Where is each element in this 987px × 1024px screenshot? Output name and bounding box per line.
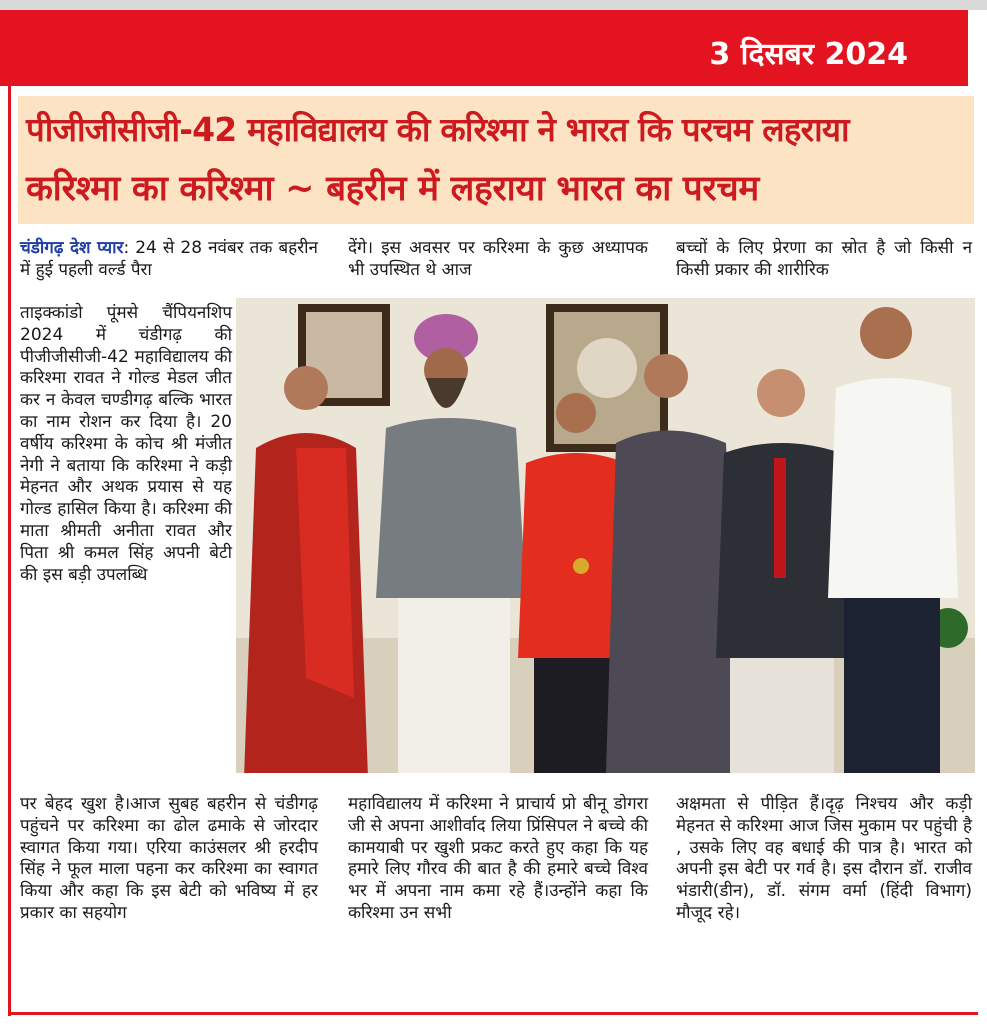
group-photo xyxy=(236,298,975,773)
col2-bottom-text: महाविद्यालय में करिश्मा ने प्राचार्य प्रो बीनू डोगरा जी से अपना आशीर्वाद लिया प्रिंसिपल ने बच्चे की कामयाबी पर खुशी प्रकट करते हुए कहा कि यह हमारे लिए गौरव की बात है की हमारे बच्चे विश्व भर में अपना नाम कमा रहे हैं।उन्होंने कहा कि करिश्मा उन सभी xyxy=(348,794,648,923)
group-photo-illustration xyxy=(236,298,975,773)
date-banner xyxy=(0,10,968,86)
left-border-rule xyxy=(8,86,11,1016)
issue-date: 3 दिसबर 2024 xyxy=(709,37,908,72)
col3-top-text: बच्चों के लिए प्रेरणा का स्रोत है जो किसी न किसी प्रकार की शारीरिक xyxy=(676,238,972,280)
col2-top-text: देंगे। इस अवसर पर करिश्मा के कुछ अध्यापक भी उपस्थित थे आज xyxy=(348,238,648,280)
col3-bottom-text: अक्षमता से पीड़ित हैं।दृढ़ निश्चय और कड़ी मेहनत से करिश्मा आज जिस मुकाम पर पहुंची है , उसके लिए वह बधाई की पात्र है। भारत को अपनी इस बेटी पर गर्व है। इस दौरान डॉ. राजीव भंडारी(डीन), डॉ. संगम वर्मा (हिंदी विभाग) मौजूद रहे। xyxy=(676,794,972,923)
bottom-border-rule xyxy=(8,1012,978,1015)
col1-top-body: : 24 से 28 नवंबर तक बहरीन में हुई पहली वर्ल्ड पैरा xyxy=(20,238,318,280)
col1-top-text xyxy=(20,238,318,282)
col1-bottom-text: पर बेहद खुश है।आज सुबह बहरीन से चंडीगढ़ पहुंचने पर करिश्मा का ढोल ढमाके से जोरदार स्वागत किया गया। एरिया काउंसलर श्री हरदीप सिंह ने फूल माला पहना कर करिश्मा का स्वागत किया और कहा कि इस बेटी को भविष्य में हर प्रकार का सहयोग xyxy=(20,794,318,923)
headline-box xyxy=(18,96,974,224)
dateline: चंडीगढ़ देश प्यार xyxy=(20,238,124,258)
headline-line-1: पीजीजीसीजी-42 महाविद्यालय की करिश्मा ने भारत कि परचम लहराया xyxy=(26,110,849,149)
headline-line-2: करिश्मा का करिश्मा ~ बहरीन में लहराया भारत का परचम xyxy=(26,169,759,209)
top-strip xyxy=(0,0,987,10)
col1-narrow-text: ताइक्कांडो पूंमसे चैंपियनशिप 2024 में चंडीगढ़ की पीजीजीसीजी-42 महाविद्यालय की करिश्मा रावत ने गोल्ड मेडल जीत कर न केवल चण्डीगढ़ बल्कि भारत का नाम रोशन कर दिया है। 20 वर्षीय करिश्मा के कोच श्री मंजीत नेगी ने बताया कि करिश्मा ने कड़ी मेहनत और अथक प्रयास से यह गोल्ड हासिल किया है। करिश्मा की माता श्रीमती अनीता रावत और पिता श्री कमल सिंह अपनी बेटी की इस बड़ी उपलब्धि xyxy=(20,303,232,585)
